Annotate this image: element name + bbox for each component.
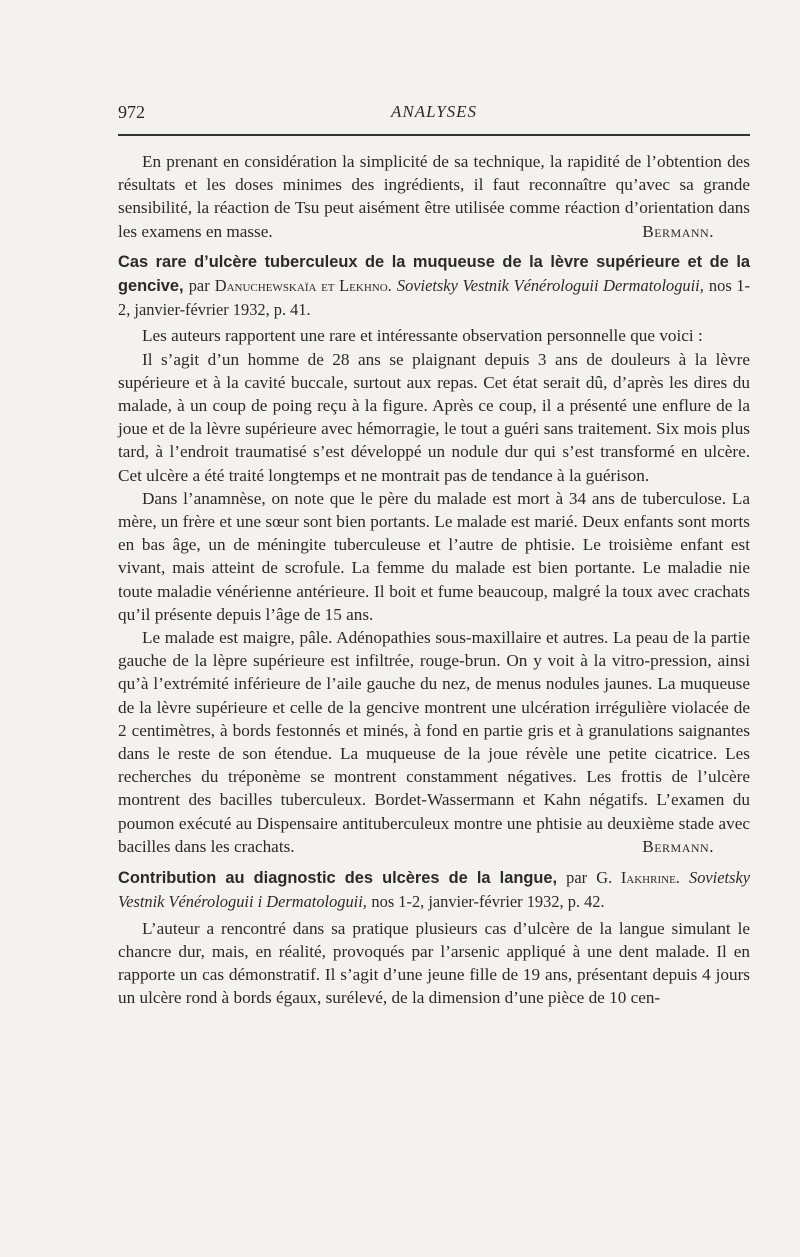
article1-par: par <box>188 276 210 296</box>
intro-signature: Bermann. <box>642 221 714 241</box>
page <box>118 100 750 1009</box>
article1-paragraph: Il s’agit d’un homme de 28 ans se plaignant depuis 3 ans de douleurs à la lèvre supérieure et à la cavité buccale, surtout aux repas. Cet état serait dû, d’après les dires du malade, à un coup de poing reçu à la figure. Après ce coup, il a présenté une enflure de la joue et de la lèvre supérieure avec hémorragie, le tout a guéri sans traitement. Six mois plus tard, à l’endroit traumatisé s’est développé un nodule dur qui s’est transformé en ulcère. Cet ulcère a été traité longtemps et ne montrait pas de tendance à la guérison. <box>118 349 750 485</box>
running-head: ANALYSES <box>390 102 478 121</box>
article1-title: Cas rare d’ulcère tuberculeux de la muqueuse de la lèvre supérieure et de la gencive, <box>118 252 750 296</box>
article1-source: Sovietsky Vestnik Vénérologuii Dermatologuii, <box>396 276 704 296</box>
intro-paragraph <box>118 150 750 243</box>
article1-signature: Bermann. <box>642 836 714 856</box>
article1-paragraph-text: Le malade est maigre, pâle. Adénopathies sous-maxillaire et autres. La peau de la partie gauche de la lèpre supérieure est infiltrée, rouge-brun. On y voit à la vitro-pression, ainsi qu’à l’extrémité inférieure de l’aile gauche du nez, de menus nodules jaunes. La muqueuse de la lèvre supérieure et celle de la gencive montrent une ulcération irrégulière violacée de 2 centimètres, à bords festonnés et minés, à fond en partie gris et à granulations saignantes dans le reste de son étendue. La muqueuse de la joue révèle une petite cicatrice. Les recherches du tréponème se montrent constamment négatives. Les frottis de l’ulcère montrent des bacilles tuberculeux. Bordet-Wassermann et Kahn négatifs. L’examen du poumon exécuté au Dispensaire antituberculeux montre une phtisie au deuxième stade avec bacilles dans les crachats. <box>118 628 750 856</box>
article2-paragraph: L’auteur a rencontré dans sa pratique plusieurs cas d’ulcère de la langue simulant le chancre dur, mais, en réalité, provoqués par l’arsenic appliqué à une dent malade. Il en rapporte un cas démonstratif. Il s’agit d’une jeune fille de 19 ans, présentant depuis 4 jours un ulcère rond à bords égaux, surélevé, de la dimension d’une pièce de 10 cen- <box>118 918 750 1008</box>
article2-source: Sovietsky Vestnik Vénérologuii i Dermatologuii, <box>118 868 750 912</box>
article1-authors: Danuchewskaïa et Lekhno. <box>214 276 392 296</box>
article2-title: Contribution au diagnostic des ulcères de la langue, <box>118 869 558 888</box>
article1-heading <box>118 251 750 323</box>
article1-reference: nos 1-2, janvier-février 1932, p. 41. <box>118 276 750 320</box>
article1-paragraph: Dans l’anamnèse, on note que le père du malade est mort à 34 ans de tuberculose. La mère, un frère et une sœur sont bien portants. Le malade est marié. Deux enfants sont morts en bas âge, un de méningite tuberculeuse et l’autre de phtisie. Le troisième enfant est vivant, mais atteint de scrofule. La femme du malade est bien portante. Le maladie nie toute maladie vénérienne antérieure. Il boit et fume beaucoup, malgré la toux avec crachats qu’il présente depuis l’âge de 15 ans. <box>118 488 750 624</box>
article2-par: par <box>566 868 588 888</box>
page-header <box>118 100 750 130</box>
article2-authors: G. Iakhrine. <box>596 868 680 888</box>
article2-heading <box>118 866 750 914</box>
intro-text: En prenant en considération la simplicité de sa technique, la rapidité de l’obtention des résultats et les doses minimes des ingrédients, il faut reconnaître qu’avec sa grande sensibilité, la réaction de Tsu peut aisément être utilisée comme réaction d’orientation dans les examens en masse. <box>118 152 750 241</box>
article2-reference: nos 1-2, janvier-février 1932, p. 42. <box>371 892 605 912</box>
page-body <box>118 150 750 1009</box>
header-rule <box>118 134 750 136</box>
article1-paragraph <box>118 626 750 858</box>
page-number: 972 <box>118 102 145 122</box>
article1-paragraph: Les auteurs rapportent une rare et intéressante observation personnelle que voici : <box>142 326 703 346</box>
